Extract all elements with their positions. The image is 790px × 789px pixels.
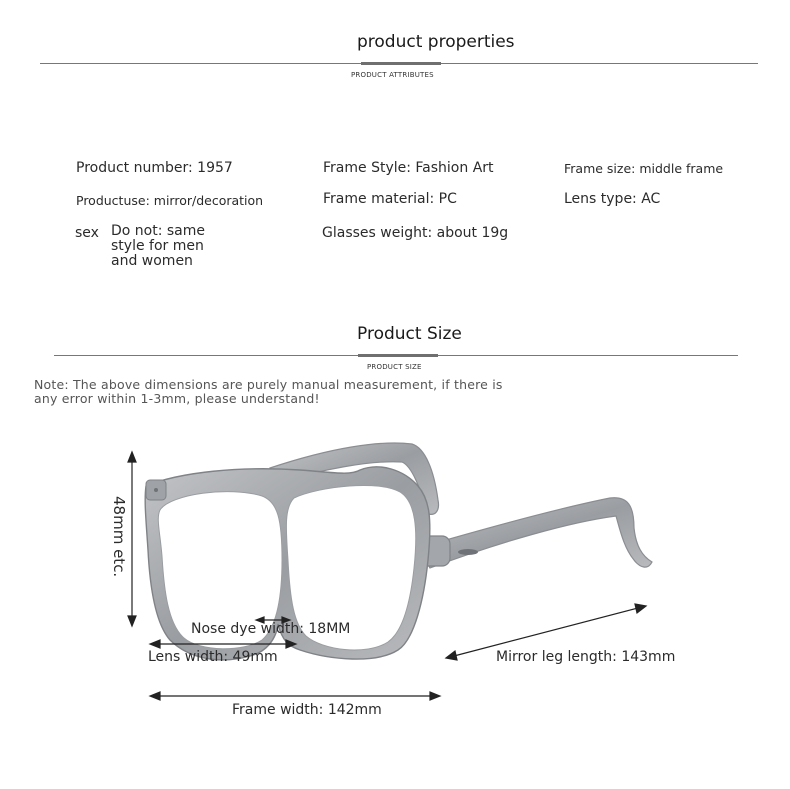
- attributes-subtitle: PRODUCT ATTRIBUTES: [351, 71, 434, 79]
- size-title: Product Size: [357, 324, 462, 344]
- sex-label: sex: [75, 225, 99, 241]
- measurement-note: Note: The above dimensions are purely manual measurement, if there is any error within 1-3mm, please understand!: [34, 377, 503, 406]
- attributes-title: product properties: [357, 32, 515, 52]
- lens-width-label: Lens width: 49mm: [148, 649, 278, 665]
- product-number: Product number: 1957: [76, 160, 233, 176]
- lens-type: Lens type: AC: [564, 191, 661, 207]
- frame-width-label: Frame width: 142mm: [232, 702, 382, 718]
- frame-size: Frame size: middle frame: [564, 161, 724, 176]
- frame-style: Frame Style: Fashion Art: [323, 160, 494, 176]
- height-label: 48mm etc.: [110, 496, 128, 578]
- size-subtitle: PRODUCT SIZE: [367, 363, 422, 371]
- frame-material: Frame material: PC: [323, 191, 457, 207]
- product-use: Productuse: mirror/decoration: [76, 193, 264, 208]
- sex-value: Do not: same style for men and women: [111, 223, 206, 269]
- glasses-weight: Glasses weight: about 19g: [322, 225, 509, 241]
- leg-length-label: Mirror leg length: 143mm: [496, 649, 676, 665]
- nose-width-label: Nose dye width: 18MM: [191, 621, 351, 637]
